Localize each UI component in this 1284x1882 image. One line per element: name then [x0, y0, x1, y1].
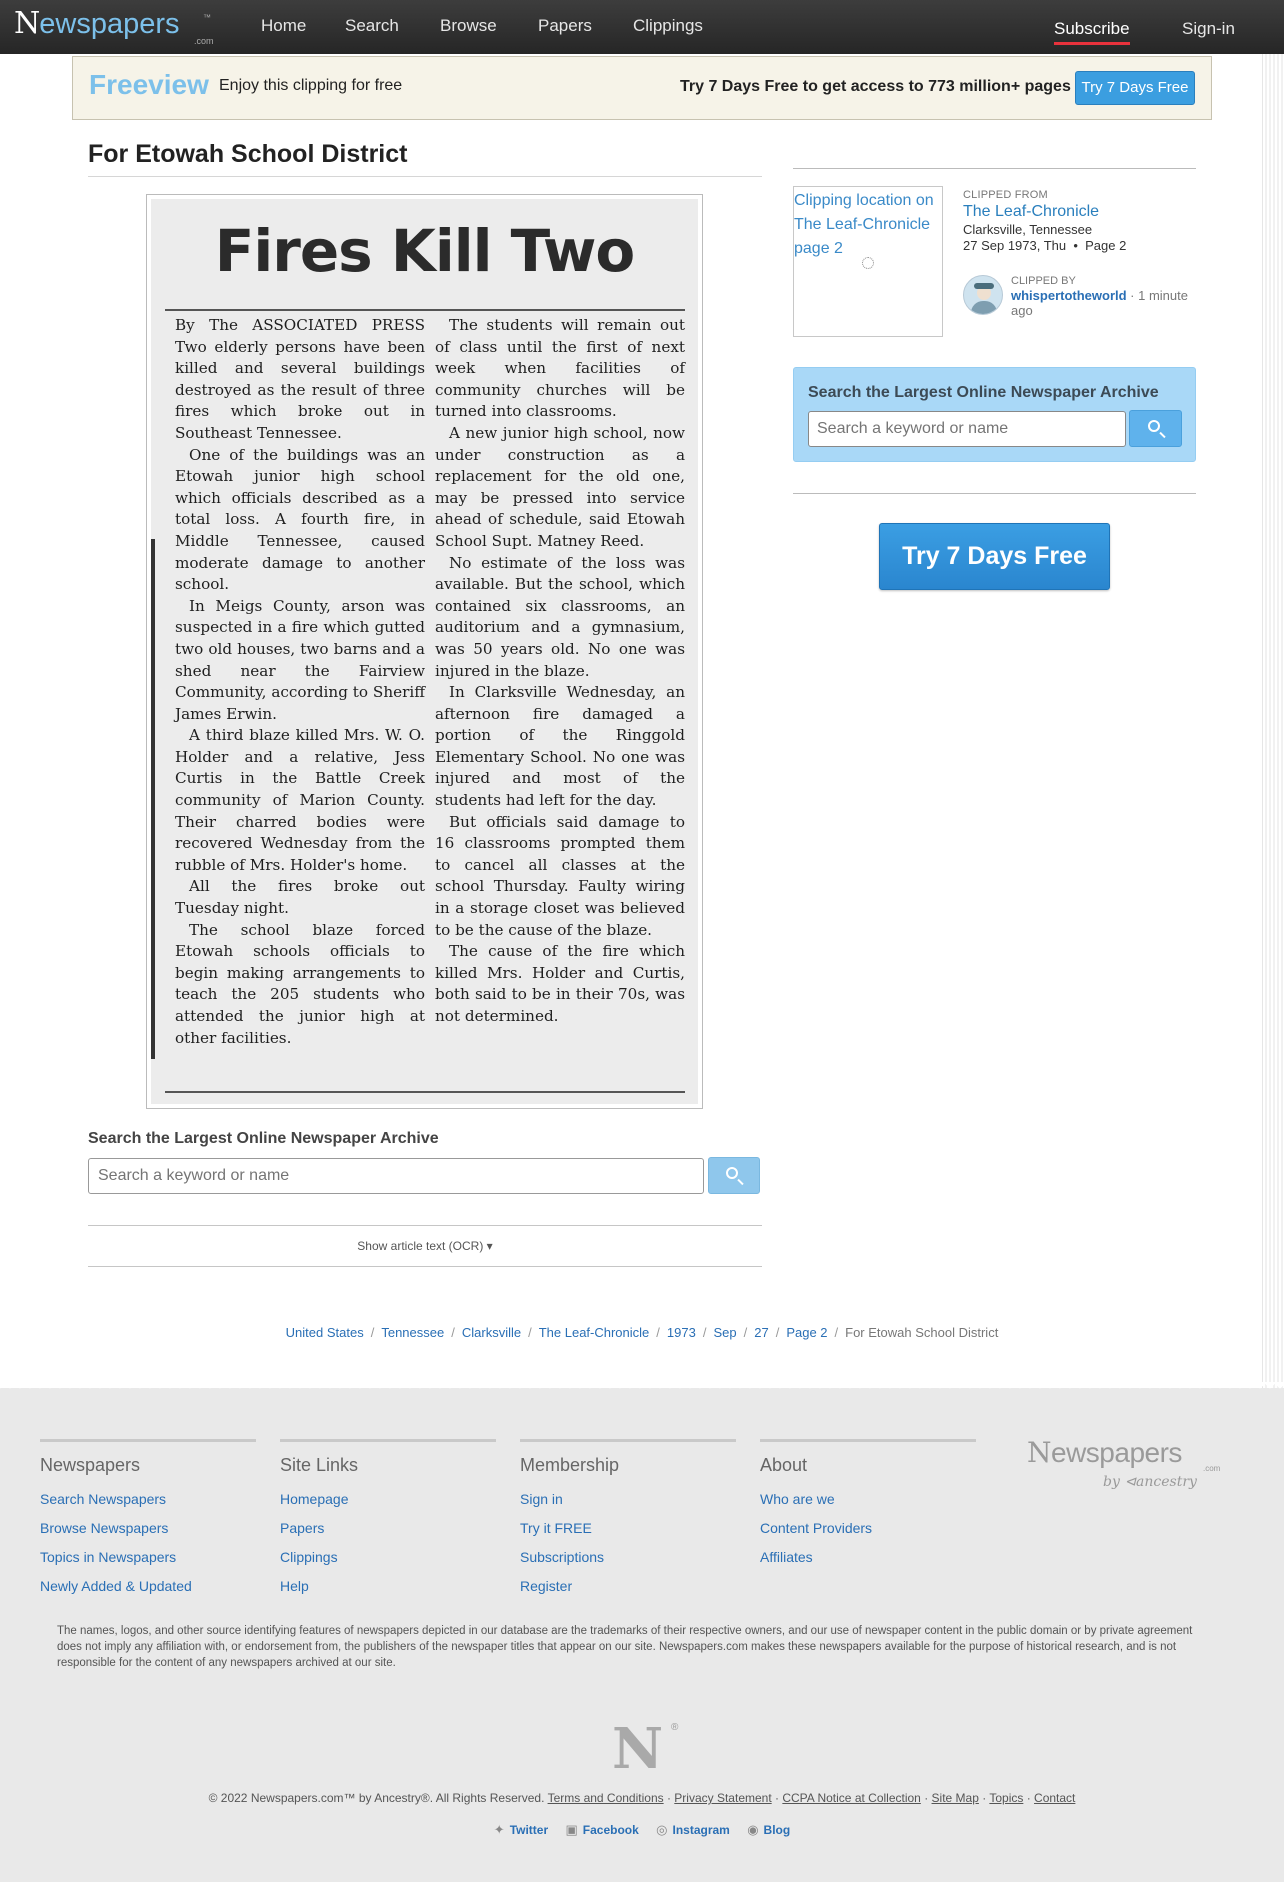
- archive-search-label: Search the Largest Online Newspaper Archive: [88, 1130, 439, 1147]
- twitter-icon: ✦: [493, 1822, 505, 1837]
- breadcrumb-link[interactable]: 27: [754, 1325, 769, 1340]
- clipping-location-thumbnail[interactable]: [793, 186, 943, 337]
- clipping-paragraph: In Clarksville Wednesday, an afternoon fire damaged a portion of the Ringgold Elementary School. No one was injured and most of the students had left for the day.: [435, 683, 685, 810]
- privacy-link[interactable]: Privacy Statement: [674, 1791, 772, 1805]
- sidebar-divider: [793, 493, 1196, 494]
- footer-heading: Membership: [520, 1455, 620, 1475]
- clipping-rule: [165, 1091, 685, 1093]
- registered-mark: ®: [671, 1722, 679, 1733]
- clipping-rule: [165, 309, 685, 311]
- nav-papers[interactable]: Papers: [538, 16, 592, 35]
- ccpa-link[interactable]: CCPA Notice at Collection: [782, 1791, 921, 1805]
- topics-link[interactable]: Topics: [989, 1791, 1024, 1805]
- social-blog[interactable]: ◉ Blog: [747, 1822, 791, 1837]
- social-instagram[interactable]: ◎ Instagram: [656, 1822, 730, 1837]
- clipping-image[interactable]: [146, 194, 703, 1109]
- sidebar-search-box: [793, 367, 1196, 462]
- footer-logo[interactable]: Newspapers .com by ⊲ancestry: [1027, 1436, 1221, 1490]
- clipping-paragraph: The cause of the fire which killed Mrs. Holder and Curtis, both said to be in their 70s, was not determined.: [435, 942, 685, 1025]
- clipping-paragraph: One of the buildings was an Etowah junior high school which officials described as a total loss. A fourth fire, in Middle Tennessee, caused moderate damage to another school.: [175, 445, 425, 594]
- breadcrumb-current: For Etowah School District: [845, 1325, 999, 1340]
- clipped-from-label: CLIPPED FROM: [963, 189, 1048, 201]
- clipping-paragraph: All the fires broke out Tuesday night.: [175, 877, 425, 918]
- footer-link[interactable]: Subscriptions: [520, 1549, 605, 1565]
- copyright-line: © 2022 Newspapers.com™ by Ancestry®. All Rights Reserved. Terms and Conditions · Privacy Statement · CCPA Notice at Collection · Site Map · Topics · Contact: [208, 1791, 1076, 1805]
- sidebar-search-label: Search the Largest Online Newspaper Archive: [808, 384, 1159, 401]
- freeview-subtitle: Enjoy this clipping for free: [219, 77, 403, 94]
- footer-link[interactable]: Search Newspapers: [40, 1491, 167, 1507]
- clipping-column-2: [435, 315, 685, 1028]
- clip-time: 1 minute ago: [1011, 288, 1188, 318]
- nav-search[interactable]: Search: [345, 16, 399, 35]
- contact-link[interactable]: Contact: [1034, 1791, 1076, 1805]
- freeview-banner: [72, 56, 1212, 120]
- footer-link[interactable]: Help: [280, 1578, 309, 1594]
- breadcrumb-link[interactable]: United States: [285, 1325, 364, 1340]
- clipping-date: 27 Sep 1973, Thu • Page 2: [963, 238, 1127, 253]
- breadcrumb: United States / Tennessee / Clarksville / The Leaf-Chronicle / 1973 / Sep / 27 / Page 2 / For Etowah School District: [285, 1325, 999, 1340]
- logo-trademark: ™: [203, 13, 211, 22]
- freeview-offer-text: Try 7 Days Free to get access to 773 million+ pages: [680, 78, 1071, 95]
- breadcrumb-link[interactable]: Clarksville: [461, 1325, 522, 1340]
- instagram-icon: ◎: [656, 1822, 668, 1837]
- clipping-column-1: [175, 315, 425, 1049]
- freeview-title: Freeview: [89, 69, 209, 100]
- thumbnail-alt-text: Clipping location on The Leaf-Chronicle page 2: [794, 192, 934, 257]
- footer-column-membership: [520, 1439, 736, 1601]
- footer-link[interactable]: Topics in Newspapers: [40, 1549, 177, 1565]
- show-ocr-toggle[interactable]: [0, 1239, 850, 1253]
- clipping-scan-edge: [151, 539, 155, 1059]
- torn-edge-divider: [0, 1382, 1284, 1392]
- ocr-divider: [88, 1225, 762, 1226]
- signin-link[interactable]: Sign-in: [1182, 19, 1235, 38]
- breadcrumb-link[interactable]: Tennessee: [381, 1325, 445, 1340]
- clipping-paragraph: The students will remain out of class until the first of next week when facilities of community churches will be turned into classrooms.: [435, 316, 685, 421]
- search-icon: [726, 1167, 738, 1179]
- footer-link[interactable]: Clippings: [280, 1549, 338, 1565]
- clipping-paragraph: By The ASSOCIATED PRESS Two elderly persons have been killed and several buildings destroyed as the result of three fires which broke out in Southeast Tennessee.: [175, 316, 425, 442]
- clipping-paper: [151, 199, 698, 1104]
- avatar[interactable]: [963, 275, 1003, 315]
- footer-link[interactable]: Affiliates: [760, 1549, 813, 1565]
- footer-column-site-links: [280, 1439, 496, 1601]
- top-nav-bar: [0, 0, 1284, 54]
- clipping-headline: Fires Kill Two: [214, 217, 635, 285]
- user-link[interactable]: whispertotheworld: [1011, 288, 1127, 303]
- ancestry-logo: by ⊲ancestry: [1103, 1474, 1197, 1490]
- social-links: [0, 1822, 1284, 1838]
- logo-dotcom: .com: [194, 36, 214, 46]
- footer-heading: About: [760, 1455, 808, 1475]
- newspapers-n-logo: N: [612, 1716, 664, 1782]
- footer-link[interactable]: Homepage: [280, 1491, 349, 1507]
- subscribe-link[interactable]: Subscribe: [1054, 19, 1130, 45]
- breadcrumb-link[interactable]: 1973: [666, 1325, 696, 1340]
- footer-link[interactable]: Newly Added & Updated: [40, 1578, 192, 1594]
- breadcrumb-link[interactable]: Page 2: [786, 1325, 828, 1340]
- page-edge-decoration: [1262, 54, 1284, 1388]
- newspaper-link[interactable]: The Leaf-Chronicle: [963, 203, 1100, 220]
- legal-disclaimer: The names, logos, and other source identifying features of newspapers depicted in our database are the trademarks of their respective owners, and our use of newspaper content in the public domain or by private agreement does not imply any affiliation with, or endorsement from, the publishers of the newspaper titles that appear on our site. Newspapers.com makes these newspapers available for the purpose of historical research, and is not responsible for the content of any newspapers archived at our site.: [57, 1625, 1193, 1669]
- footer-link[interactable]: Who are we: [760, 1491, 835, 1507]
- footer-link[interactable]: Try it FREE: [520, 1520, 592, 1536]
- social-twitter[interactable]: ✦ Twitter: [493, 1822, 549, 1837]
- page-title: For Etowah School District: [88, 140, 408, 168]
- newspaper-location: Clarksville, Tennessee: [963, 222, 1093, 237]
- search-input[interactable]: [88, 1158, 704, 1194]
- clipping-paragraph: In Meigs County, arson was suspected in a fire which gutted two old houses, two barns and a shed near the Fairview Community, according to Sheriff James Erwin.: [175, 596, 425, 723]
- nav-clippings[interactable]: Clippings: [633, 16, 703, 35]
- nav-home[interactable]: Home: [261, 16, 307, 35]
- footer-column-newspapers: [40, 1439, 256, 1601]
- sidebar-search-button[interactable]: [1129, 410, 1182, 447]
- clipping-paragraph: The school blaze forced Etowah schools officials to begin making arrangements to teach the 205 students who attended the junior high at other facilities.: [175, 920, 425, 1047]
- social-facebook[interactable]: ▣ Facebook: [565, 1822, 639, 1837]
- clipping-paragraph: A new junior high school, now under construction as a replacement for the old one, may be pressed into service ahead of schedule, said Etowah School Supt. Matney Reed.: [435, 423, 685, 550]
- ocr-divider: [88, 1266, 762, 1267]
- sitemap-link[interactable]: Site Map: [931, 1791, 979, 1805]
- footer-link[interactable]: Papers: [280, 1520, 325, 1536]
- clipped-by-label: CLIPPED BY: [1011, 275, 1076, 287]
- sidebar-divider: [793, 168, 1196, 169]
- try-free-button-small[interactable]: Try 7 Days Free: [1075, 71, 1195, 105]
- loading-spinner-icon: [862, 257, 874, 269]
- nav-browse[interactable]: Browse: [440, 16, 497, 35]
- caret-down-icon: ▾: [483, 1239, 493, 1253]
- clipped-by-info: whispertotheworld · 1 minute ago: [1011, 288, 1188, 318]
- footer-link[interactable]: Register: [520, 1578, 573, 1594]
- clipping-paragraph: A third blaze killed Mrs. W. O. Holder and a relative, Jess Curtis in the Battle Creek community of Marion County. Their charred bodies were recovered Wednesday from the rubble of Mrs. Holder's home.: [175, 726, 425, 874]
- clipping-paragraph: No estimate of the loss was available. But the school, which contained six classrooms, an auditorium and a gymnasium, was 50 years old. No one was injured in the blaze.: [435, 553, 685, 680]
- show-ocr-label: Show article text (OCR): [357, 1239, 484, 1253]
- breadcrumb-link[interactable]: The Leaf-Chronicle: [538, 1325, 650, 1340]
- title-divider: [88, 176, 762, 177]
- try-free-button-large[interactable]: Try 7 Days Free: [879, 523, 1110, 590]
- logo-text: Newspapers: [14, 6, 180, 41]
- footer-heading: Newspapers: [40, 1455, 141, 1475]
- newspapers-logo[interactable]: [14, 6, 214, 46]
- footer-link[interactable]: Sign in: [520, 1491, 563, 1507]
- sidebar-search-input[interactable]: [808, 411, 1126, 447]
- footer-link[interactable]: Browse Newspapers: [40, 1520, 169, 1536]
- clipping-paragraph: But officials said damage to 16 classrooms prompted them to cancel all classes at the school Thursday. Faulty wiring in a storage closet was believed to be the cause of the blaze.: [435, 812, 685, 939]
- search-icon: [1148, 420, 1160, 432]
- rss-icon: ◉: [747, 1822, 759, 1837]
- breadcrumb-link[interactable]: Sep: [713, 1325, 737, 1340]
- facebook-icon: ▣: [565, 1822, 578, 1837]
- footer-column-about: [760, 1439, 976, 1572]
- footer-link[interactable]: Content Providers: [760, 1520, 873, 1536]
- terms-link[interactable]: Terms and Conditions: [547, 1791, 664, 1805]
- copyright-text: © 2022 Newspapers.com™ by Ancestry®. All Rights Reserved.: [208, 1791, 545, 1805]
- search-button[interactable]: [708, 1157, 760, 1194]
- footer-heading: Site Links: [280, 1455, 359, 1475]
